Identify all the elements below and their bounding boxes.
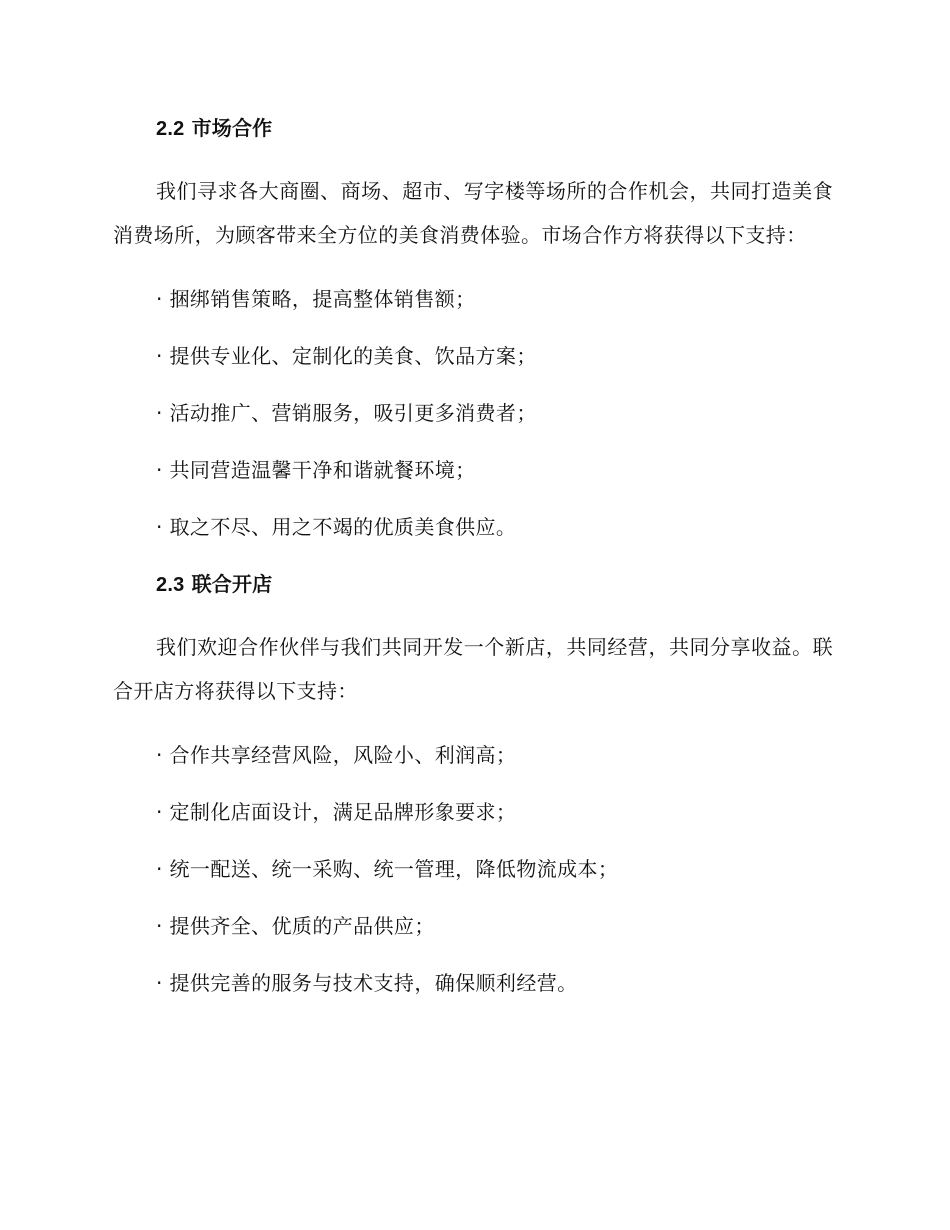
list-item: · 提供齐全、优质的产品供应； (156, 914, 435, 938)
list-item: · 共同营造温馨干净和谐就餐环境； (156, 458, 476, 482)
list-item: · 定制化店面设计，满足品牌形象要求； (156, 800, 517, 824)
section-number: 2.3 (156, 574, 185, 596)
list-item: · 合作共享经营风险，风险小、利润高； (156, 743, 517, 767)
document-content (113, 113, 833, 998)
section-heading (156, 569, 833, 600)
section-paragraph: 我们欢迎合作伙伴与我们共同开发一个新店，共同经营，共同分享收益。联合开店方将获得以下支持： (113, 635, 833, 703)
section-market-cooperation (113, 113, 833, 542)
section-title: 市场合作 (184, 116, 273, 140)
support-list (113, 740, 833, 998)
support-list (113, 284, 833, 542)
section-title: 联合开店 (184, 572, 273, 596)
section-heading (156, 113, 833, 144)
section-number: 2.2 (156, 118, 185, 140)
list-item: · 提供专业化、定制化的美食、饮品方案； (156, 344, 537, 368)
list-item: · 活动推广、营销服务，吸引更多消费者； (156, 401, 537, 425)
list-item: · 取之不尽、用之不竭的优质美食供应。 (156, 515, 517, 539)
list-item: · 统一配送、统一采购、统一管理，降低物流成本； (156, 857, 619, 881)
section-joint-store (113, 569, 833, 998)
section-paragraph: 我们寻求各大商圈、商场、超市、写字楼等场所的合作机会，共同打造美食消费场所，为顾客带来全方位的美食消费体验。市场合作方将获得以下支持： (113, 179, 833, 247)
list-item: · 捆绑销售策略，提高整体销售额； (156, 287, 476, 311)
list-item: · 提供完善的服务与技术支持，确保顺利经营。 (156, 971, 578, 995)
